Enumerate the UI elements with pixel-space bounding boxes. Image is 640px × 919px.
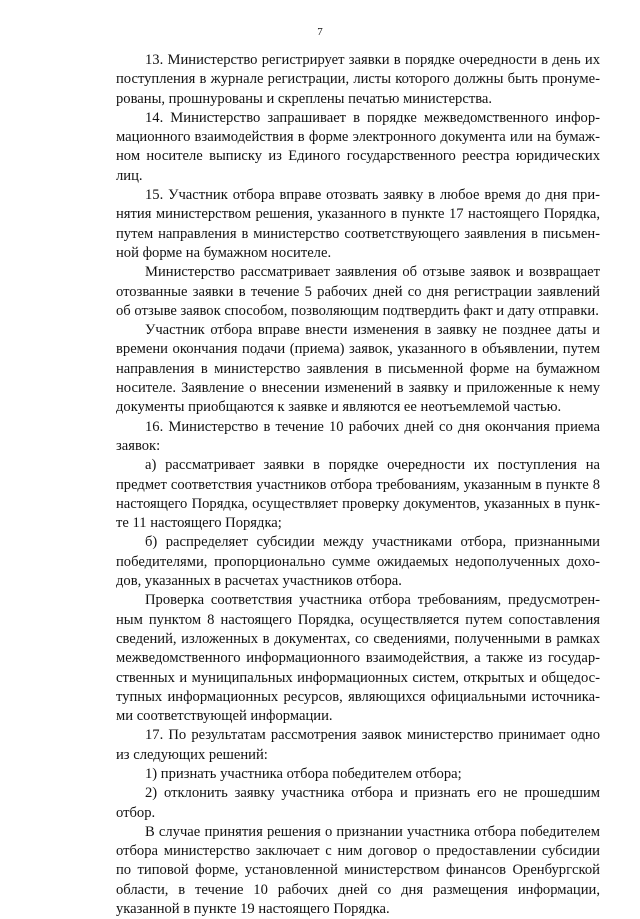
paragraph-item-14: 14. Министерство запрашивает в порядке межведомственного информационного взаимодействия в форме электронного документа или на бумажном носителе выписку из Единого государственного реестра юридических лиц. <box>116 109 600 184</box>
paragraph-item-15: 15. Участник отбора вправе отозвать заявку в любое время до дня принятия министерством решения, указанного в пункте 17 настоящего Порядка, путем направления в министерство соответствующего заявления в письменной форме на бумажном носителе. <box>116 187 600 261</box>
paragraph-item-16: 16. Министерство в течение 10 рабочих дней со дня окончания приема заявок: <box>116 418 600 454</box>
document-body <box>116 51 600 919</box>
paragraph-item-17: 17. По результатам рассмотрения заявок министерство принимает одно из следующих решений: <box>116 727 600 763</box>
page-number: 7 <box>317 26 323 38</box>
paragraph-withdrawal-review: Министерство рассматривает заявления об отзыве заявок и возвращает отозванные заявки в течение 5 рабочих дней со дня регистрации заявлений об отзыве заявок способом, позволяющим подтвердить факт и дату отправки. <box>116 264 600 319</box>
paragraph-compliance-check: Проверка соответствия участника отбора требованиям, предусмотренным пунктом 8 настоящего Порядка, осуществляется путем сопоставления сведений, изложенных в документах, со сведениями, полученными в рамках межведомственного информационного взаимодействия, а также из государственных и муниципальных информационных систем, открытых и общедоступных информационных ресурсов, являющихся официальными источниками соответствующей информации. <box>116 592 600 725</box>
paragraph-decision-1: 1) признать участника отбора победителем отбора; <box>145 765 462 782</box>
paragraph-decision-2: 2) отклонить заявку участника отбора и признать его не прошедшим отбор. <box>116 785 600 821</box>
paragraph-item-13: 13. Министерство регистрирует заявки в порядке очередности в день их поступления в журнале регистрации, листы которого должны быть пронумерованы, прошнурованы и скреплены печатью министерства. <box>116 52 600 107</box>
paragraph-subitem-b: б) распределяет субсидии между участниками отбора, признанными победителями, пропорционально сумме ожидаемых недополученных доходов, указанных в расчетах участников отбора. <box>116 534 600 590</box>
paragraph-subitem-a: а) рассматривает заявки в порядке очередности их поступления на предмет соответствия участников отбора требованиям, указанным в пункте 8 настоящего Порядка, осуществляет проверку документов, указанных в пункте 11 настоящего Порядка; <box>116 457 600 532</box>
paragraph-winner-agreement: В случае принятия решения о признании участника отбора победителем отбора министерство заключает с ним договор о предоставлении субсидии по типовой форме, установленной министерством финансов Оренбургской области, в течение 10 рабочих дней со дня размещения информации, указанной в пункте 19 настоящего Порядка. <box>116 823 600 918</box>
paragraph-application-changes: Участник отбора вправе внести изменения в заявку не позднее даты и времени окончания подачи (приема) заявок, указанного в объявлении, путем направления в министерство заявления в письменной форме на бумажном носителе. Заявление о внесении изменений в заявку и приложенные к нему документы приобщаются к заявке и являются ее неотъемлемой частью. <box>116 322 600 416</box>
